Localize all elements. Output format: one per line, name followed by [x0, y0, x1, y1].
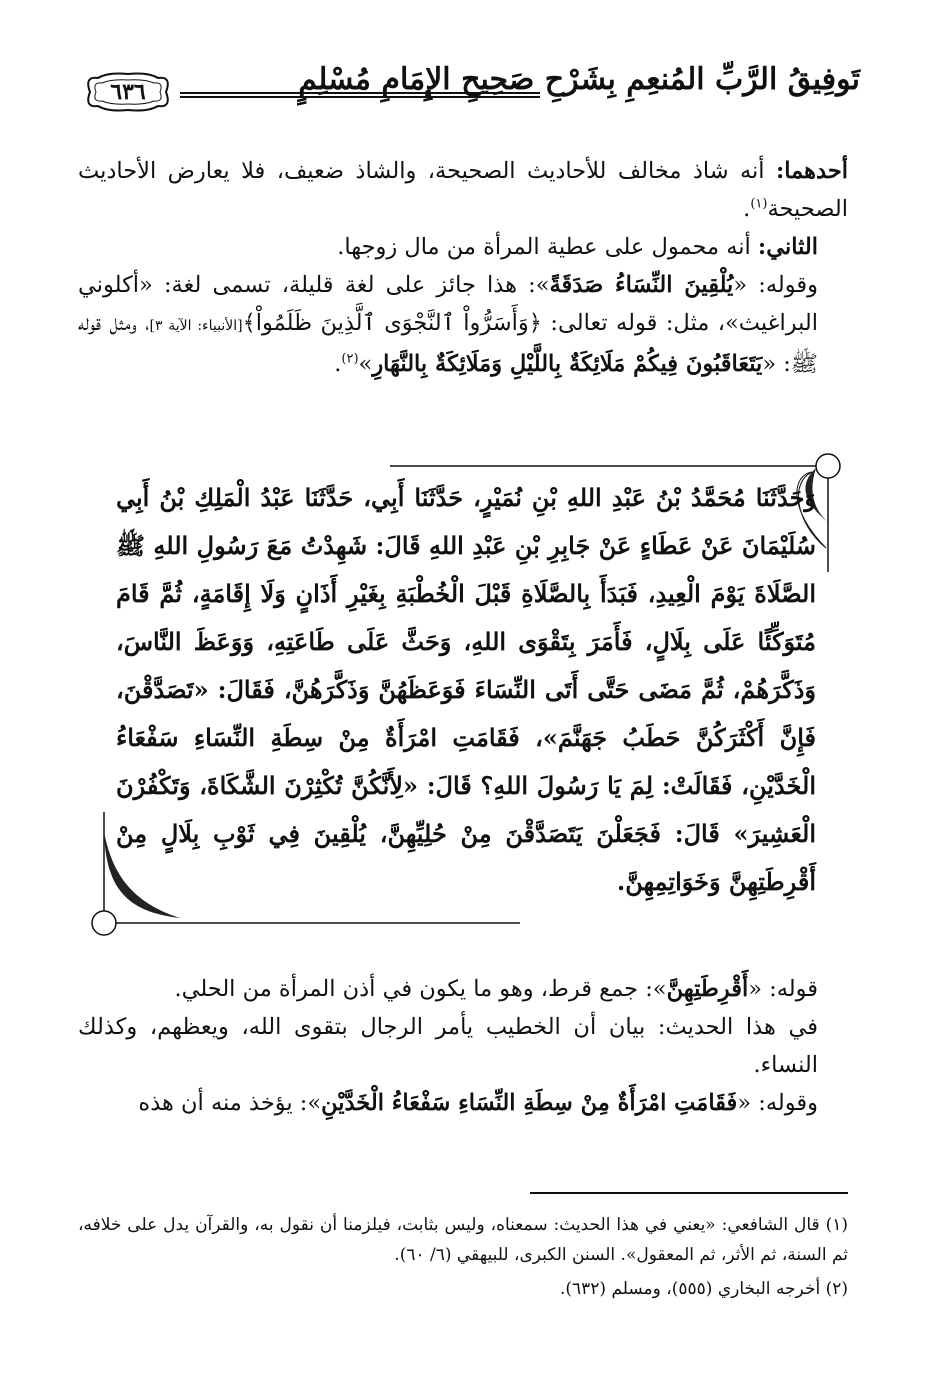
footnote-2: (٢) أخرجه البخاري (٥٥٥)، ومسلم (٦٣٢).: [559, 1279, 848, 1299]
footnotes: [78, 1210, 848, 1308]
text-span: في هذا الحديث: بيان أن الخطيب يأمر الرجال بتقوى الله، ويعظهم، وكذلك النساء.: [78, 1014, 818, 1078]
text-span: »: [358, 351, 373, 377]
lead-word: أحدهما:: [775, 158, 848, 184]
footnote-rule: [530, 1192, 848, 1194]
page-number: ٦٣٦: [110, 79, 146, 105]
paragraph-first: [78, 152, 848, 228]
quran-verse: وَأَسَرُّواْ ٱلنَّجْوَى ٱلَّذِينَ ظَلَمُواْ: [255, 310, 529, 336]
text-span: »: هذا جائز على لغة قليلة، تسمى لغة: «أكلوني البراغيث»، مثل: قوله تعالى: ﴿: [78, 272, 819, 336]
text-span: »: جمع قرط، وهو ما يكون في أذن المرأة من الحلي.: [174, 976, 667, 1002]
page-header: [80, 60, 860, 130]
quote-bold: يُلْقِينَ النِّسَاءُ صَدَقَةً: [549, 272, 734, 298]
hadith-text: وَحَدَّثَنَا مُحَمَّدُ بْنُ عَبْدِ اللهِ بْنِ نُمَيْرٍ، حَدَّثَنَا أَبِي، حَدَّثَنَا عَبْدُ الْمَلِكِ بْنُ أَبِي سُلَيْمَانَ عَنْ عَطَاءٍ عَنْ جَابِرِ بْنِ عَبْدِ اللهِ قَالَ: شَهِدْتُ مَعَ رَسُولِ اللهِ ﷺ الصَّلَاةَ يَوْمَ الْعِيدِ، فَبَدَأَ بِالصَّلَاةِ قَبْلَ الْخُطْبَةِ بِغَيْرِ أَذَانٍ وَلَا إِقَامَةٍ، ثُمَّ قَامَ مُتَوَكِّئًا عَلَى بِلَالٍ، فَأَمَرَ بِتَقْوَى اللهِ، وَحَثَّ عَلَى طَاعَتِهِ، وَوَعَظَ النَّاسَ، وَذَكَّرَهُمْ، ثُمَّ مَضَى حَتَّى أَتَى النِّسَاءَ فَوَعَظَهُنَّ وَذَكَّرَهُنَّ، فَقَالَ: «تَصَدَّقْنَ، فَإِنَّ أَكْثَرَكُنَّ حَطَبُ جَهَنَّمَ»، فَقَامَتِ امْرَأَةٌ مِنْ سِطَةِ النِّسَاءِ سَفْعَاءُ الْخَدَّيْنِ، فَقَالَتْ: لِمَ يَا رَسُولَ اللهِ؟ قَالَ: «لِأَنَّكُنَّ تُكْثِرْنَ الشَّكَاةَ، وَتَكْفُرْنَ الْعَشِيرَ» قَالَ: فَجَعَلْنَ يَتَصَدَّقْنَ مِنْ حُلِيِّهِنَّ، يُلْقِينَ فِي ثَوْبِ بِلَالٍ مِنْ أَقْرِطَتِهِنَّ وَخَوَاتِمِهِنَّ.: [116, 483, 816, 896]
quran-ref: [الأنبياء: الآية ٣]: [149, 318, 243, 334]
text-span: قوله: «: [748, 976, 818, 1002]
text-span: .: [743, 196, 751, 222]
paragraph-fourth: [78, 970, 848, 1008]
paragraph-sixth: [78, 1084, 848, 1122]
quote-bold: فَقَامَتِ امْرَأَةٌ مِنْ سِطَةِ النِّسَاءِ سَفْعَاءُ الْخَدَّيْنِ: [321, 1090, 738, 1116]
hadith-box: [90, 452, 842, 937]
lead-word: الثاني:: [757, 234, 818, 260]
header-rule: [180, 92, 540, 98]
footnote-ref[interactable]: (١): [750, 196, 768, 212]
book-title: تَوفِيقُ الرَّبِّ المُنعِمِ بِشَرْحِ صَحِيحِ الإِمَامِ مُسْلِمٍ: [298, 62, 860, 97]
text-span: أنه شاذ مخالف للأحاديث الصحيحة، والشاذ ضعيف، فلا يعارض الأحاديث الصحيحة: [78, 158, 848, 222]
main-text-top: [78, 152, 848, 383]
text-span: ، ومثل قوله ﷺ: «: [78, 310, 818, 377]
paragraph-fifth: [78, 1008, 848, 1084]
page-number-ornament: [80, 70, 176, 114]
paragraph-second: [78, 228, 848, 266]
paragraph-third: [78, 266, 848, 383]
footnote-ref[interactable]: (٢): [341, 351, 359, 367]
quote-bold: أَقْرِطَتِهِنَّ: [666, 976, 749, 1002]
text-span: »: يؤخذ منه أن هذه: [138, 1090, 322, 1116]
text-span: أنه محمول على عطية المرأة من مال زوجها.: [337, 234, 758, 260]
text-span: ﴾: [242, 310, 256, 336]
text-span: وقوله: «: [733, 272, 818, 298]
footnote-1: (١) قال الشافعي: «يعني في هذا الحديث: سمعناه، وليس بثابت، فيلزمنا أن نقول به، والقرآن يدل على خلافه، ثم السنة، ثم الأثر، ثم المعقول». السنن الكبرى، للبيهقي (٦/ ٦٠).: [78, 1215, 848, 1265]
quote-bold: يَتَعَاقَبُونَ فِيكُمْ مَلَائِكَةٌ بِاللَّيْلِ وَمَلَائِكَةٌ بِالنَّهَارِ: [372, 351, 763, 377]
text-span: وقوله: «: [737, 1090, 818, 1116]
main-text-bottom: [78, 970, 848, 1122]
text-span: .: [334, 351, 342, 377]
